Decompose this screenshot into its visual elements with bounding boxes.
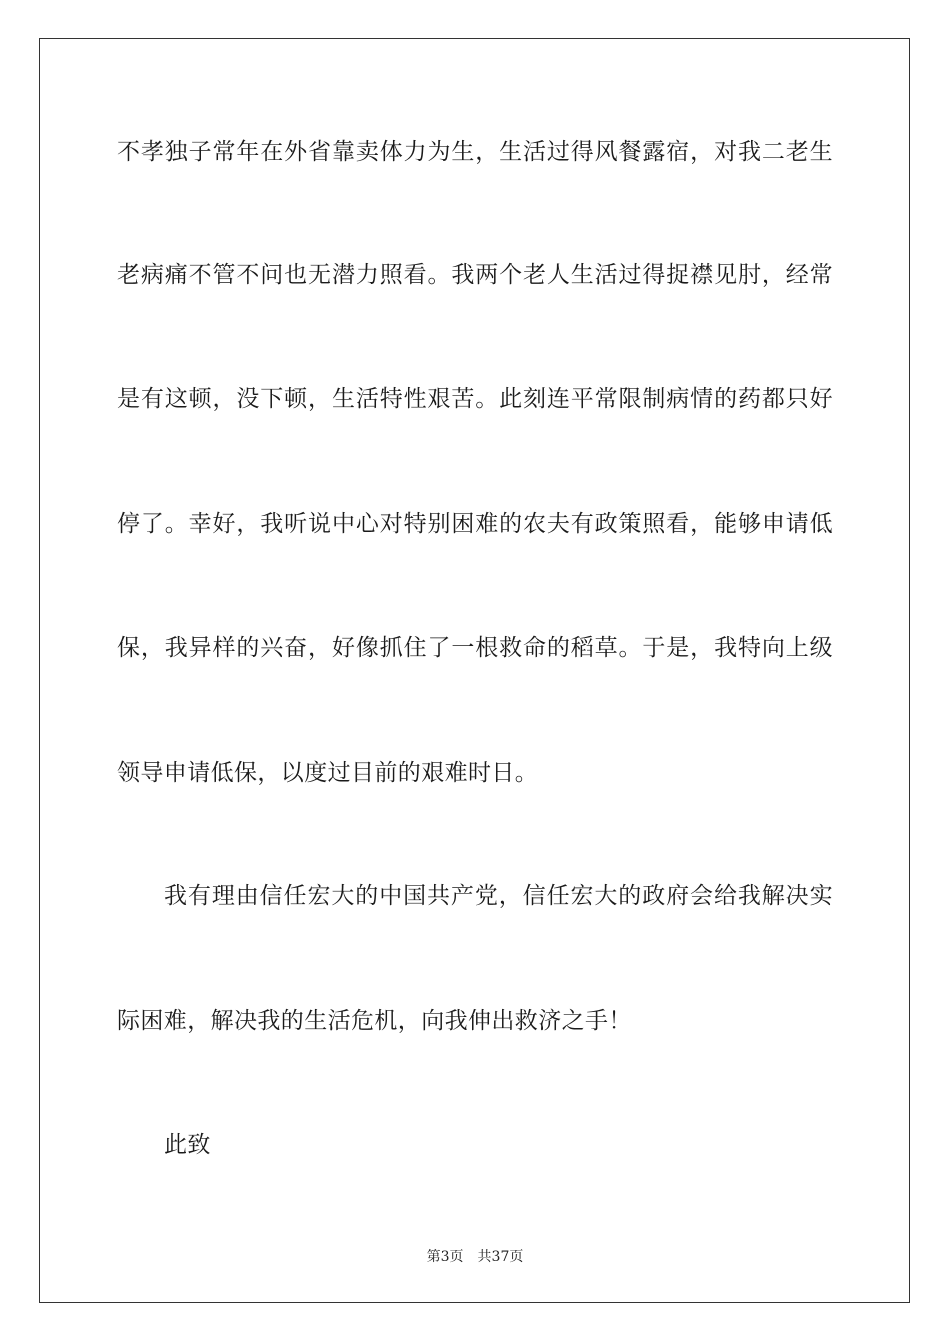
page-number: 第3页 <box>426 1249 464 1265</box>
page-footer <box>0 1248 950 1266</box>
body-text-line: 停了。幸好，我听说中心对特别困难的农夫有政策照看，能够申请低 <box>117 511 833 537</box>
body-text-line: 我有理由信任宏大的中国共产党，信任宏大的政府会给我解决实 <box>164 883 833 909</box>
body-text-line: 领导申请低保，以度过目前的艰难时日。 <box>117 760 539 786</box>
body-text-line: 保，我异样的兴奋，好像抓住了一根救命的稻草。于是，我特向上级 <box>117 635 833 661</box>
total-pages: 共37页 <box>477 1249 524 1265</box>
closing-salutation: 此致 <box>164 1132 211 1158</box>
body-text-line: 不孝独子常年在外省靠卖体力为生，生活过得风餐露宿，对我二老生 <box>117 139 833 165</box>
body-text-line: 老病痛不管不问也无潜力照看。我两个老人生活过得捉襟见肘，经常 <box>117 262 833 288</box>
page-border <box>39 38 910 1303</box>
body-text-line: 际困难，解决我的生活危机，向我伸出救济之手！ <box>117 1008 632 1034</box>
body-text-line: 是有这顿，没下顿，生活特性艰苦。此刻连平常限制病情的药都只好 <box>117 386 833 412</box>
